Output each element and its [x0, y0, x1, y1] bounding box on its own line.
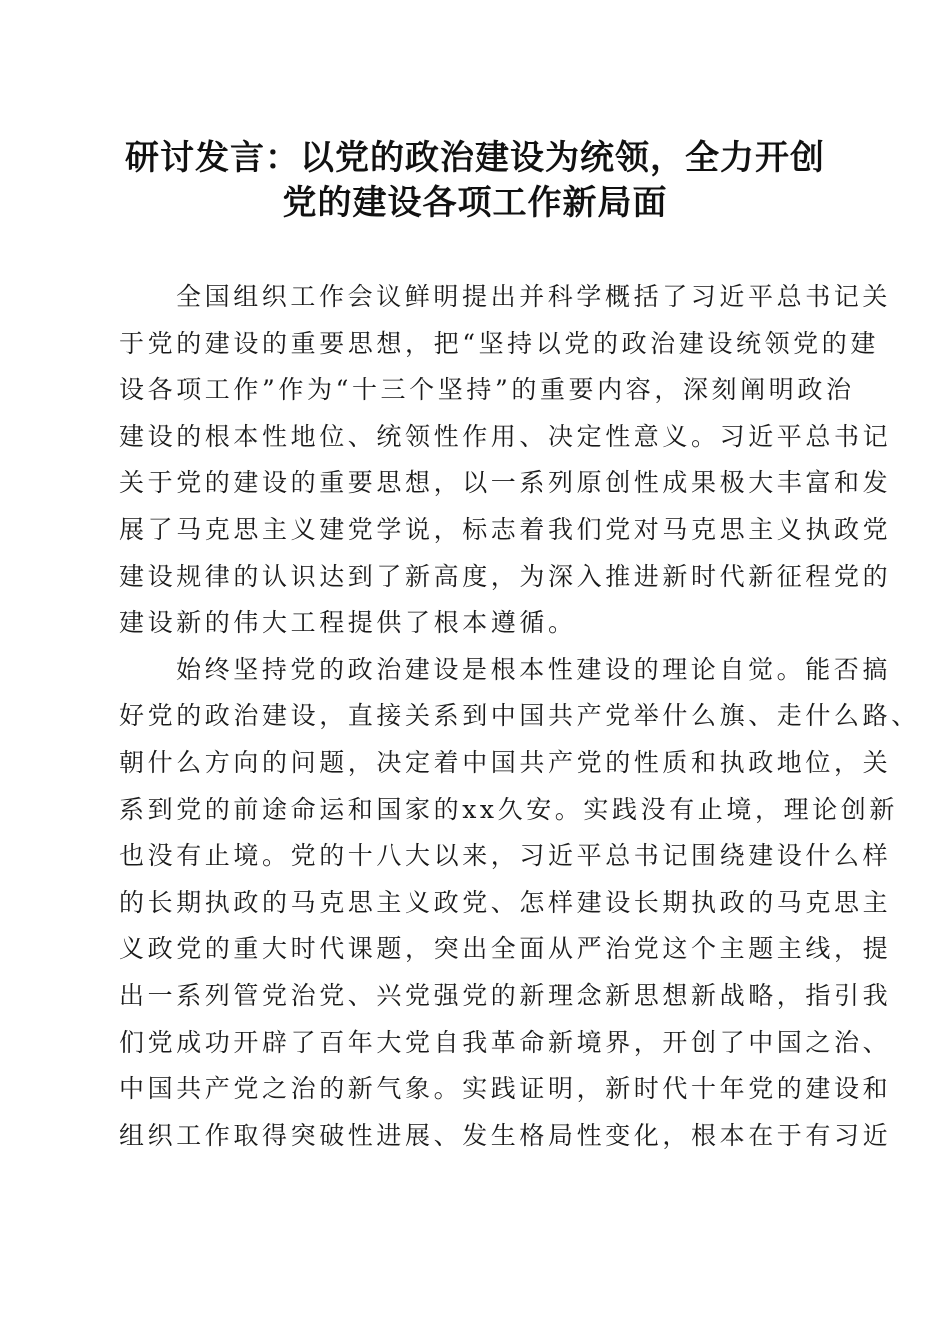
paragraph-line: 们党成功开辟了百年大党自我革命新境界，开创了中国之治、: [119, 1027, 892, 1057]
paragraph-line: 于党的建设的重要思想，把“坚持以党的政治建设统领党的建: [119, 328, 879, 358]
paragraph-line: 朝什么方向的问题，决定着中国共产党的性质和执政地位，关: [119, 747, 892, 777]
paragraph-line: 设各项工作”作为“十三个坚持”的重要内容，深刻阐明政治: [119, 375, 855, 405]
paragraph-line: 全国组织工作会议鲜明提出并科学概括了习近平总书记关: [176, 282, 892, 311]
document-body: [119, 274, 920, 1159]
paragraph-line: 展了马克思主义建党学说，标志着我们党对马克思主义执政党: [119, 514, 892, 544]
paragraph-line: 义政党的重大时代课题，突出全面从严治党这个主题主线，提: [119, 934, 892, 964]
paragraph-2: [119, 647, 920, 1160]
paragraph-1: [119, 274, 892, 647]
title-line-2: 党的建设各项工作新局面: [282, 183, 668, 223]
paragraph-line: 出一系列管党治党、兴党强党的新理念新思想新战略，指引我: [119, 980, 892, 1010]
paragraph-line: 中国共产党之治的新气象。实践证明，新时代十年党的建设和: [119, 1074, 892, 1104]
paragraph-line: 系到党的前途命运和国家的xx久安。实践没有止境，理论创新: [119, 794, 899, 824]
paragraph-line: 关于党的建设的重要思想，以一系列原创性成果极大丰富和发: [119, 468, 892, 498]
document-title: [100, 136, 850, 226]
paragraph-line: 好党的政治建设，直接关系到中国共产党举什么旗、走什么路、: [119, 701, 920, 731]
paragraph-line: 的长期执政的马克思主义政党、怎样建设长期执政的马克思主: [119, 887, 892, 917]
paragraph-line: 组织工作取得突破性进展、发生格局性变化，根本在于有习近: [119, 1120, 892, 1150]
paragraph-line: 建设的根本性地位、统领性作用、决定性意义。习近平总书记: [119, 421, 892, 451]
paragraph-line: 建设新的伟大工程提供了根本遵循。: [119, 608, 577, 638]
paragraph-line: 也没有止境。党的十八大以来，习近平总书记围绕建设什么样: [119, 841, 892, 871]
paragraph-line: 建设规律的认识达到了新高度，为深入推进新时代新征程党的: [119, 561, 892, 591]
title-line-1: 研讨发言：以党的政治建设为统领，全力开创: [125, 138, 825, 178]
paragraph-line: 始终坚持党的政治建设是根本性建设的理论自觉。能否搞: [176, 654, 892, 684]
